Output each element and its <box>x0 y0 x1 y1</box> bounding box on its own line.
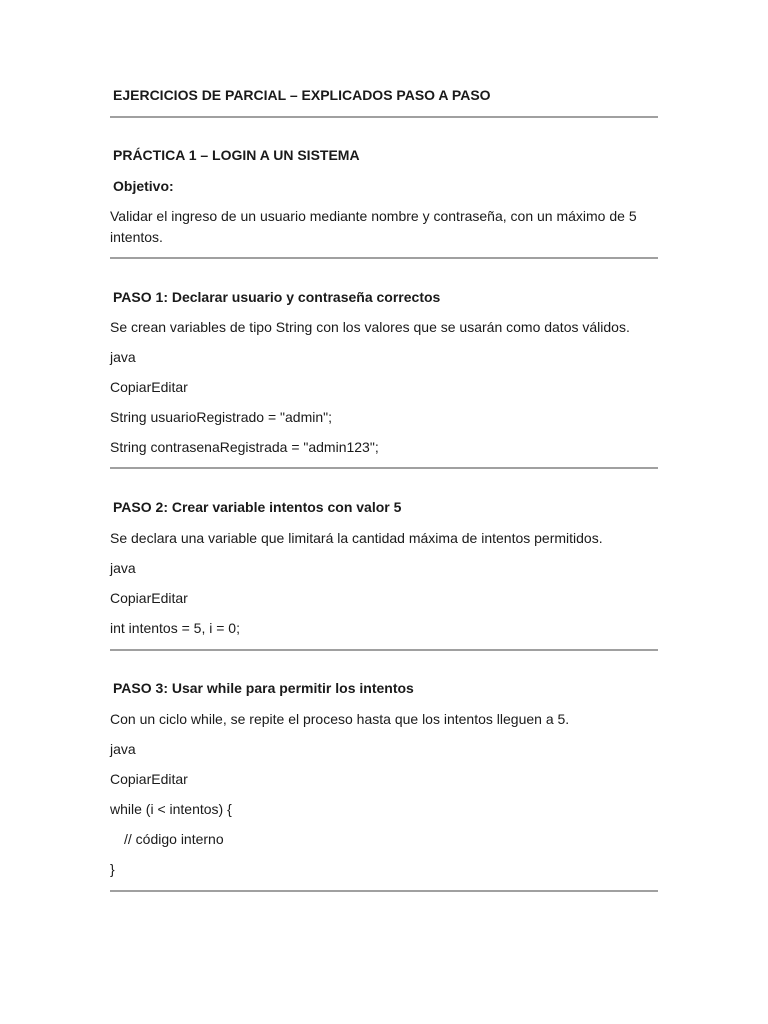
document-title-text: EJERCICIOS DE PARCIAL – EXPLICADOS PASO A PASO <box>113 87 491 103</box>
step-1-heading-text: PASO 1: Declarar usuario y contraseña correctos <box>113 289 441 305</box>
step-1-heading <box>110 287 440 307</box>
step-2-language-label: java <box>110 560 136 576</box>
step-2-copy-edit-label[interactable]: CopiarEditar <box>110 590 188 606</box>
step-1-code-line: String usuarioRegistrado = "admin"; <box>110 409 332 425</box>
objective-heading-text: Objetivo: <box>113 178 174 194</box>
step-2-description: Se declara una variable que limitará la cantidad máxima de intentos permitidos. <box>110 530 603 546</box>
objective-heading <box>110 176 174 196</box>
step-1-copy-edit-label[interactable]: CopiarEditar <box>110 379 188 395</box>
practice-heading <box>110 145 360 165</box>
step-2-heading <box>110 497 401 517</box>
practice-heading-text: PRÁCTICA 1 – LOGIN A UN SISTEMA <box>113 147 360 163</box>
step-1-description: Se crean variables de tipo String con los valores que se usarán como datos válidos. <box>110 319 630 335</box>
divider <box>110 890 658 892</box>
step-3-code-line: } <box>110 861 115 877</box>
step-3-language-label: java <box>110 741 136 757</box>
divider <box>110 116 658 118</box>
step-3-copy-edit-label[interactable]: CopiarEditar <box>110 771 188 787</box>
divider <box>110 257 658 259</box>
document-title <box>110 85 491 105</box>
objective-text: Validar el ingreso de un usuario mediante nombre y contraseña, con un máximo de 5 intentos. <box>110 208 637 245</box>
step-3-code-line: while (i < intentos) { <box>110 801 232 817</box>
step-2-code-line: int intentos = 5, i = 0; <box>110 620 240 636</box>
step-1-language-label: java <box>110 349 136 365</box>
step-3-heading <box>110 678 414 698</box>
step-3-heading-text: PASO 3: Usar while para permitir los intentos <box>113 680 414 696</box>
divider <box>110 649 658 651</box>
step-3-description: Con un ciclo while, se repite el proceso hasta que los intentos lleguen a 5. <box>110 711 570 727</box>
step-3-code-line: // código interno <box>124 831 224 847</box>
step-1-code-line: String contrasenaRegistrada = "admin123"; <box>110 439 379 455</box>
step-2-heading-text: PASO 2: Crear variable intentos con valor 5 <box>113 499 402 515</box>
divider <box>110 467 658 469</box>
